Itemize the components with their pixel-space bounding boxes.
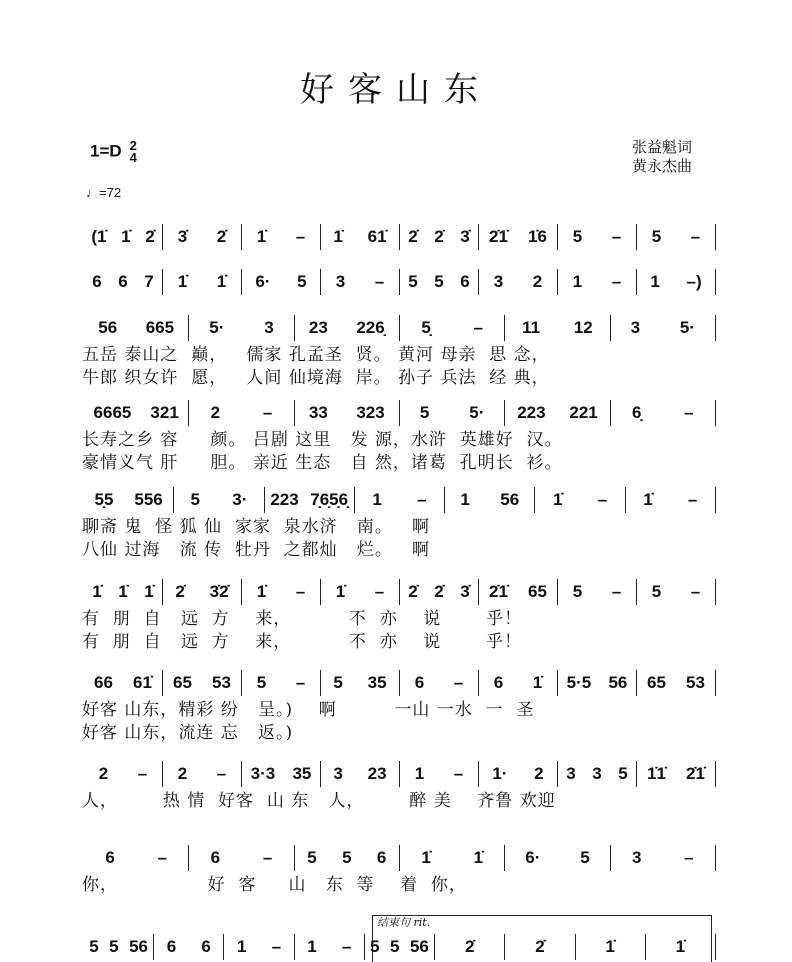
measure [189,845,294,871]
measure [84,224,163,250]
note-group: 61̇ [367,227,387,246]
measure [400,761,479,787]
measure [365,934,435,960]
notation-row [84,400,716,426]
note-group: 5 [190,490,200,509]
note-group: 2̇ [434,582,444,601]
note-group: 1̇ [675,937,686,956]
note-group: 6· [255,272,271,291]
measure [611,315,716,341]
note-group: 6 [201,937,211,956]
note-group: (1̇ [91,227,107,246]
measure [295,934,365,960]
note-group: – [611,272,622,291]
note-group: 3 [264,318,274,337]
measure [265,487,355,513]
note-group: 1̇1̇ [647,764,666,783]
measure [355,487,445,513]
note-group: 3̇ [177,227,188,246]
note-group: 2̇ [408,582,418,601]
note-group: 65 [528,582,547,601]
measure [400,224,479,250]
note-group: 223 [270,490,299,509]
note-group: 6 [493,673,504,692]
note-group: 1̇ [92,582,102,601]
measure [558,579,637,605]
time-top: 2 [129,138,137,153]
note-group: 2 [177,764,188,783]
note-group: 2̇ [535,937,545,956]
note-group: 6̣ [631,403,642,422]
note-group: 7̣6̣5̣6̣ [310,490,349,509]
measure [189,400,294,426]
note-group: 6 [105,848,115,867]
measure [321,579,400,605]
note-group: 1̇ [605,937,615,956]
measure [84,761,163,787]
note-group: 1̇ [552,490,563,509]
note-group: 5 [89,937,99,956]
notation-row [84,315,716,341]
measure [626,487,716,513]
note-group: 1̇ [643,490,653,509]
note-group: 5 [307,848,317,867]
note-group: 2̇ [175,582,185,601]
note-group: – [295,582,306,601]
note-group: 2̇ [216,227,227,246]
note-group: 3·3 [250,764,276,783]
note-group: – [690,227,701,246]
measure [400,579,479,605]
measure [163,670,242,696]
measure [535,487,625,513]
note-group: 5 [618,764,628,783]
measure [637,224,716,250]
measure [400,845,505,871]
note-group: 6 [118,272,128,291]
measure [479,224,558,250]
note-group: 2 [210,403,221,422]
note-group: – [611,582,622,601]
note-group: 665 [145,318,175,337]
note-group: 65 [647,673,666,692]
note-group: 1̇ [121,227,131,246]
note-group: 35 [292,764,312,783]
note-group: – [262,848,273,867]
note-group: 53 [686,673,705,692]
note-group: 1 [650,272,660,291]
note-group: 5̣ [421,318,431,337]
lyric-line: 有 朋 自 远 方 来， 不 亦 说 乎！ [82,609,523,629]
note-group: – [271,937,282,956]
note-group: 1̇ [473,848,483,867]
note-group: 5 [572,227,583,246]
note-group: 1̇ [177,272,188,291]
lyric-line: 五岳 泰山之 巅， 儒家 孔孟圣 贤。 黄河 母亲 思 念， [82,345,550,365]
lyric-line: 好客 山东，流连 忘 返。) [82,723,294,743]
lyric-line: 牛郎 织女许 愿， 人间 仙境海 岸。 孙子 兵法 经 典， [82,368,550,388]
notation-row [84,845,716,871]
note-group: 2̇ [434,227,444,246]
note-group: – [611,227,622,246]
note-group: – [473,318,483,337]
note-group: 5·5 [566,673,592,692]
note-group: 5 [651,227,662,246]
measure [321,670,400,696]
note-group: 61̇ [133,673,152,692]
note-group: 1 [237,937,247,956]
credits [632,138,692,176]
note-group: – [690,582,701,601]
measure [242,579,321,605]
note-group: 3 [335,272,346,291]
key-signature [90,140,137,164]
note-group: 1̇ [421,848,431,867]
measure [637,579,716,605]
measure [163,269,242,295]
measure [224,934,294,960]
note-group: – [684,403,694,422]
note-group: 5 [256,673,267,692]
note-group: – [262,403,273,422]
note-group: 1 [460,490,470,509]
measure [637,269,716,295]
note-group: 3 [630,318,641,337]
note-group: 5· [209,318,225,337]
note-group: 1̇ [144,582,154,601]
note-group: 5 [109,937,119,956]
note-group: 6 [376,848,387,867]
note-group: 12 [573,318,593,337]
measure [558,761,637,787]
note-group: – [157,848,167,867]
measure [558,224,637,250]
notation-row [84,224,716,250]
measure [84,487,174,513]
note-group: 3 [592,764,602,783]
note-group: 5 [580,848,590,867]
note-group: 221 [569,403,598,422]
measure [174,487,264,513]
note-group: 2̇1̇ [489,582,508,601]
note-group: 1̇ [335,582,346,601]
note-group: 56 [608,673,628,692]
note-group: 323 [356,403,385,422]
note-group: 2̇1̇ [686,764,705,783]
note-group: 1̇ [256,227,267,246]
measure [558,269,637,295]
note-group: 6 [414,673,425,692]
measure [576,934,646,960]
lyric-line: 聊斋 鬼 怪 狐 仙 家家 泉水济 南。 啊 [82,517,431,537]
measure [84,934,154,960]
note-group: 5 [297,272,307,291]
note-group: 1 [372,490,382,509]
measure [242,670,321,696]
note-group: – [687,490,698,509]
note-group: 5· [679,318,696,337]
note-group: 2 [534,764,544,783]
measure [295,400,400,426]
composer: 黄永杰曲 [632,157,693,175]
lyric-line: 人， 热 情 好客 山 东 人， 醉 美 齐鲁 欢迎 [82,791,556,811]
note-group: – [417,490,427,509]
note-group: 6· [525,848,541,867]
note-group: 1· [492,764,508,783]
note-group: 1̇ [532,673,543,692]
measure [505,315,610,341]
note-group: – [597,490,608,509]
note-group: 35 [367,673,387,692]
measure [445,487,535,513]
note-group: 5 [390,937,400,956]
note-group: 6 [92,272,102,291]
note-group: 66 [94,673,113,692]
note-group: 223 [517,403,546,422]
note-group: –) [686,272,702,291]
note-group: 5 [370,937,380,956]
note-group: 3· [232,490,248,509]
time-bottom: 4 [129,150,137,165]
lyric-line: 八仙 过海 流 传 牡丹 之都灿 烂。 啊 [82,540,431,560]
measure [163,224,242,250]
measure [637,670,716,696]
measure [84,400,189,426]
note-group: 556 [134,490,163,509]
note-group: – [684,848,694,867]
note-group: 226̣ [356,318,385,337]
note-group: 3 [566,764,576,783]
measure [189,315,294,341]
song-title: 好客山东 [300,70,492,110]
note-group: 3 [333,764,343,783]
note-group: – [295,673,306,692]
note-group: 3 [631,848,642,867]
note-group: 5 [651,582,662,601]
measure [637,761,716,787]
measure [479,670,558,696]
note-group: – [453,764,464,783]
measure [242,761,321,787]
measure [84,315,189,341]
note-group: 2̇ [408,227,418,246]
note-group: 1 [572,272,583,291]
measure [646,934,716,960]
lyric-line: 你， 好 客 山 东 等 着 你， [82,875,467,895]
note-group: 1 [307,937,317,956]
note-group: 2̇ [145,227,155,246]
lyricist: 张益魁词 [632,138,693,156]
note-group: 56 [500,490,520,509]
note-group: 33 [308,403,328,422]
measure [400,400,505,426]
note-group: 3̇2̇ [209,582,229,601]
note-group: 5· [469,403,485,422]
measure [84,579,163,605]
measure [505,400,610,426]
measure [479,579,558,605]
measure [400,315,505,341]
note-group: 65 [173,673,192,692]
measure [400,670,479,696]
note-group: 5 [342,848,352,867]
note-group: 2̇1̇ [489,227,508,246]
note-group: 1̇ [256,582,267,601]
note-group: – [137,764,148,783]
note-group: 6 [210,848,221,867]
note-group: – [216,764,227,783]
note-group: 5 [333,673,343,692]
note-group: 5 [419,403,430,422]
lyric-line: 有 朋 自 远 方 来， 不 亦 说 乎！ [82,632,523,652]
notation-row [84,934,716,960]
measure [242,269,321,295]
note-group: 3̇ [460,227,470,246]
measure [435,934,505,960]
note-group: 1̇ [118,582,128,601]
measure [295,315,400,341]
note-group: 5 [408,272,418,291]
measure [505,845,610,871]
measure [321,269,400,295]
note-group: 2̇ [464,937,475,956]
note-group: – [374,272,385,291]
measure [400,269,479,295]
measure [479,761,558,787]
note-group: 1̇ [216,272,227,291]
measure [558,670,637,696]
notation-row [84,579,716,605]
measure [242,224,321,250]
note-group: 56 [409,937,429,956]
measure [163,761,242,787]
note-group: – [295,227,306,246]
note-group: 3̇ [460,582,470,601]
measure [84,670,163,696]
notation-row [84,487,716,513]
measure [295,845,400,871]
note-group: 6665 [93,403,132,422]
notation-row [84,761,716,787]
note-group: 5 [434,272,444,291]
note-group: 5̣5 [94,490,114,509]
measure [321,761,400,787]
measure [611,400,716,426]
note-group: 1 [414,764,425,783]
time-signature [130,140,137,164]
note-group: 1̇ [333,227,343,246]
ending-label: 结束句 rit. [377,916,431,929]
measure [321,224,400,250]
note-group: 3 [493,272,504,291]
measure [611,845,716,871]
note-group: – [341,937,352,956]
note-group: 6 [460,272,470,291]
note-group: 7 [144,272,154,291]
note-group: 23 [308,318,328,337]
lyric-line: 好客 山东，精彩 纷 呈。) 啊 一山 一水 一 圣 [82,700,535,720]
measure [84,845,189,871]
measure [154,934,224,960]
measure [84,269,163,295]
lyric-line: 豪情义气 肝 胆。 亲近 生态 自 然，诸葛 孔明长 衫。 [82,453,563,473]
note-group: – [374,582,385,601]
note-group: 2 [98,764,109,783]
notation-row [84,670,716,696]
note-group: 56 [98,318,118,337]
note-group: 53 [212,673,231,692]
lyric-line: 长寿之乡 容 颜。 吕剧 这里 发 源，水浒 英雄好 汉。 [82,430,563,450]
note-group: 6 [166,937,177,956]
note-group: – [453,673,464,692]
tempo-mark: ♩=72 [86,185,122,200]
measure [479,269,558,295]
note-group: 5 [572,582,583,601]
note-group: 56 [129,937,148,956]
note-group: 321 [150,403,179,422]
note-group: 2 [532,272,543,291]
note-group: 23 [367,764,387,783]
measure [163,579,242,605]
key-text: 1=D [90,141,122,161]
note-group: 1̇6 [528,227,547,246]
measure [505,934,575,960]
note-group: 11 [522,318,541,337]
notation-row [84,269,716,295]
